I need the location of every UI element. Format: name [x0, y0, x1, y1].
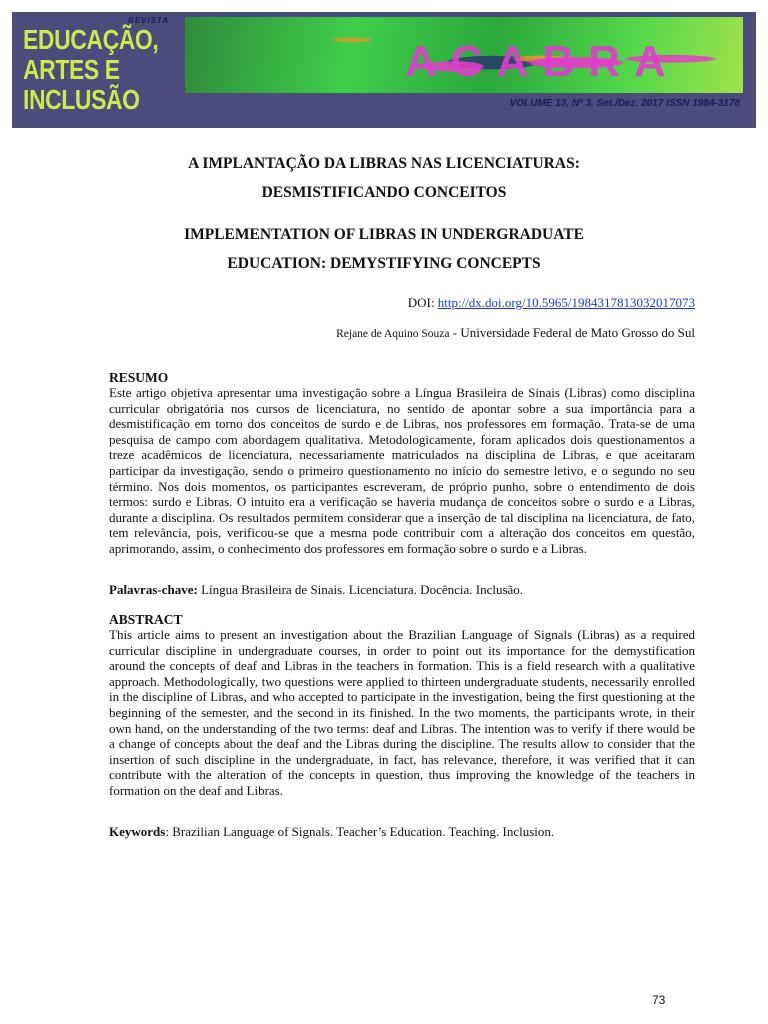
- title-pt-line-1: A IMPLANTAÇÃO DA LIBRAS NAS LICENCIATURAS:: [188, 155, 580, 172]
- keywords-label: Keywords: [109, 824, 166, 839]
- keywords: [109, 824, 554, 840]
- author-affiliation: - Universidade Federal de Mato Grosso do Sul: [449, 325, 695, 340]
- journal-title-line-2: ARTES E: [23, 54, 120, 85]
- abstract-text: This article aims to present an investigation about the Brazilian Language of Signals (Libras) as a required curricular discipline in undergraduate courses, in order to point out its importance for the demystification around the concepts of deaf and Libras in the teachers in formation. This is a field research with a qualitative approach. Methodologically, two questions were applied to thirteen undergraduate students, necessarily enrolled in the discipline of Libras, and who accepted to participate in the investigation, being the first questioning at the beginning of the semester, and the second in its finished. In the two moments, the participants wrote, in their own hand, on the understanding of the two terms: deaf and Libras. The intention was to verify if there would be a change of concepts about the deaf and the Libras during the discipline. The results allow to consider that the insertion of such discipline in the undergraduate, in fact, has relevance, therefore, it was verified that it can contribute with the alteration of the concepts in question, thus improving the knowledge of the teachers in formation on the deaf and Libras.: [109, 627, 695, 798]
- palavras-chave-label: Palavras-chave:: [109, 582, 198, 597]
- resumo-section: [109, 370, 695, 557]
- palavras-chave: [109, 582, 523, 598]
- doi-label: DOI:: [407, 295, 438, 310]
- resumo-text: Este artigo objetiva apresentar uma investigação sobre a Língua Brasileira de Sinais (Libras) como disciplina curricular obrigatória nos cursos de licenciatura, no sentido de apontar sobre a sua importância para a desmistificação em torno dos conceitos de surdo e de Libras, nos professores em formação. Trata-se de uma pesquisa de campo com abordagem qualitativa. Metodologicamente, foram aplicados dois questionamentos a treze acadêmicos de licenciatura, necessariamente matriculados na disciplina de Libras, e que aceitaram participar da investigação, sendo o primeiro questionamento no início do semestre letivo, e o segundo no seu término. Nos dois momentos, os participantes escreveram, de próprio punho, sobre o entendimento de dois termos: surdo e Libras. O intuito era a verificação se haveria mudança de conceitos sobre o surdo e a Libras, durante a disciplina. Os resultados permitem considerar que a inserção de tal disciplina na licenciatura, de fato, tem relevância, pois, verificou-se que a mesma pode contribuir com a alteração dos conceitos em questão, aprimorando, assim, o conhecimento dos professores em formação sobre o surdo e a Libras.: [109, 385, 695, 556]
- journal-title-line-3: INCLUSÃO: [23, 84, 140, 115]
- resumo-heading: RESUMO: [109, 370, 169, 385]
- keywords-text: : Brazilian Language of Signals. Teacher’s Education. Teaching. Inclusion.: [165, 824, 555, 839]
- graffiti-banner-image: ACABRA: [185, 17, 743, 93]
- journal-title-line-1: EDUCAÇÃO,: [23, 24, 159, 55]
- abstract-heading: ABSTRACT: [109, 612, 183, 627]
- abstract-section: [109, 612, 695, 799]
- author-name: Rejane de Aquino Souza: [336, 328, 450, 340]
- revista-label: REVISTA: [128, 16, 170, 25]
- doi-link[interactable]: http://dx.doi.org/10.5965/1984317813032017073: [437, 295, 695, 310]
- journal-banner: [12, 12, 756, 128]
- title-en-line-2: EDUCATION: DEMYSTIFYING CONCEPTS: [227, 255, 541, 272]
- palavras-chave-text: Língua Brasileira de Sinais. Licenciatura. Docência. Inclusão.: [197, 582, 524, 597]
- title-pt-line-2: DESMISTIFICANDO CONCEITOS: [261, 184, 507, 201]
- page-number: 73: [652, 993, 666, 1007]
- title-en-line-1: IMPLEMENTATION OF LIBRAS IN UNDERGRADUATE: [184, 226, 584, 243]
- doi: [408, 295, 695, 311]
- volume-info: VOLUME 13, Nº 3, Set./Dez. 2017 ISSN 1984-3178: [509, 98, 740, 109]
- author-line: [336, 325, 695, 341]
